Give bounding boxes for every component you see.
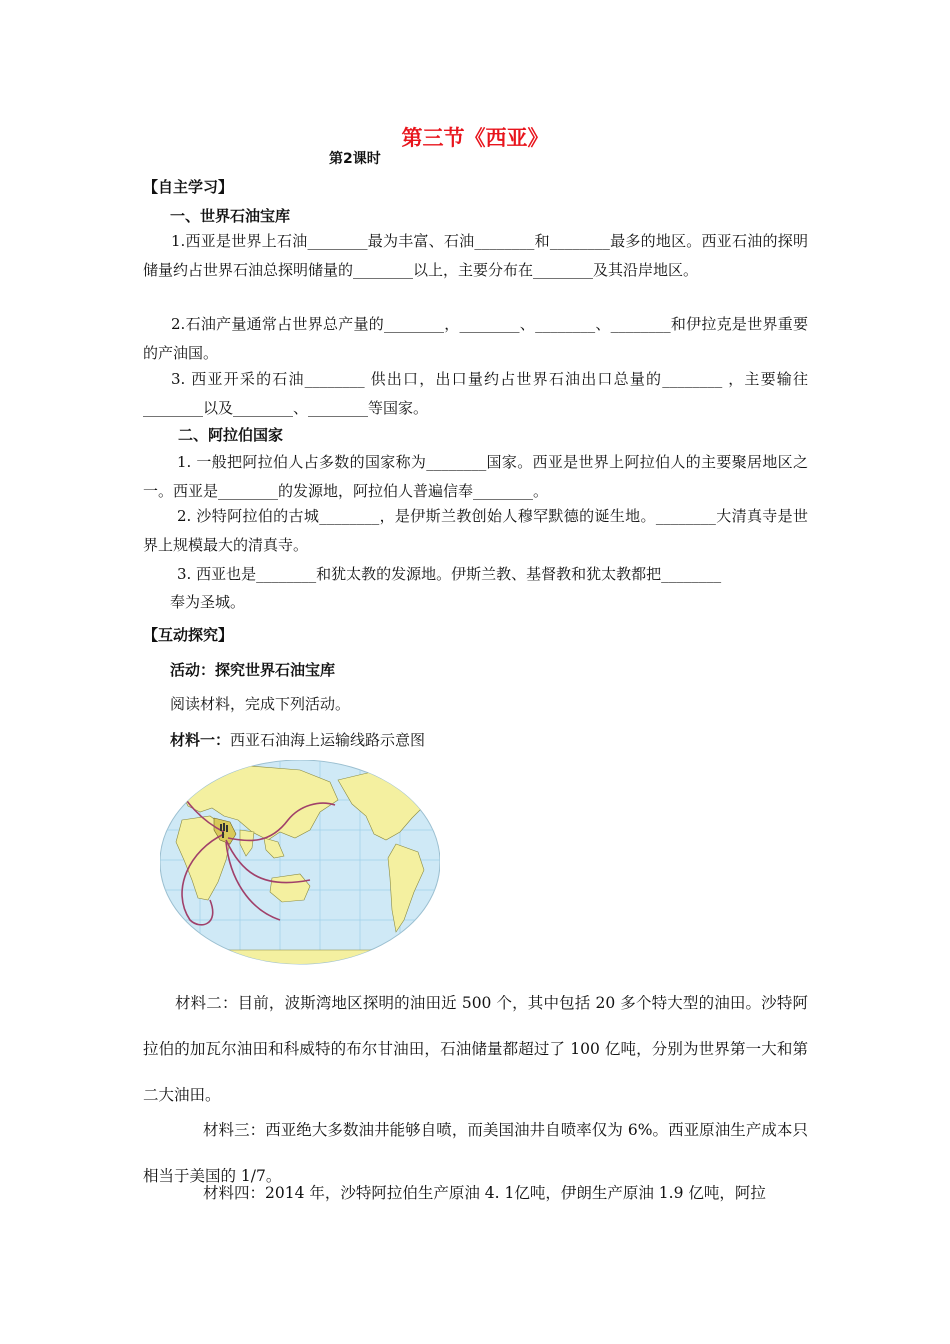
world-oil-route-map — [160, 760, 440, 965]
material-1-label: 材料一： — [170, 731, 231, 749]
material-2: 材料二：目前，波斯湾地区探明的油田近 500 个，其中包括 20 多个特大型的油田。沙特阿拉伯的加瓦尔油田和科威特的布尔甘油田，石油储量都超过了 100 亿吨，分别为世界第一大和第二大油田。 — [143, 994, 808, 1104]
arab-question-1: 1. 一般把阿拉伯人占多数的国家称为________国家。西亚是世界上阿拉伯人的主要聚居地区之一。西亚是________的发源地，阿拉伯人普遍信奉________。 — [143, 453, 808, 500]
activity-title: 活动：探究世界石油宝库 — [170, 661, 336, 679]
oil-question-1: 1.西亚是世界上石油________最为丰富、石油________和________最多的地区。西亚石油的探明储量约占世界石油总探明储量的________以上，主要分布在________及其沿岸地区。 — [143, 232, 808, 279]
arab-question-3: 3. 西亚也是________和犹太教的发源地。伊斯兰教、基督教和犹太教都把________ — [177, 565, 722, 583]
material-1 — [170, 726, 425, 755]
heading-arab-countries: 二、阿拉伯国家 — [178, 426, 284, 444]
section-self-study: 【自主学习】 — [143, 178, 234, 196]
heading-oil-treasury: 一、世界石油宝库 — [170, 207, 291, 225]
oil-question-2: 2.石油产量通常占世界总产量的________，________、________、________和伊拉克是世界重要的产油国。 — [143, 315, 808, 362]
lesson-subtitle: 第2课时 — [329, 151, 381, 167]
read-instruction: 阅读材料，完成下列活动。 — [170, 695, 351, 713]
page-title: 第三节《西亚》 — [401, 126, 549, 150]
section-interactive: 【互动探究】 — [143, 626, 234, 644]
arab-question-3-cont: 奉为圣城。 — [170, 593, 246, 611]
arab-question-2: 2. 沙特阿拉伯的古城________，是伊斯兰教创始人穆罕默德的诞生地。________大清真寺是世界上规模最大的清真寺。 — [143, 507, 808, 554]
material-4: 材料四：2014 年，沙特阿拉伯生产原油 4. 1亿吨，伊朗生产原油 1.9 亿吨，阿拉 — [203, 1184, 766, 1202]
oil-question-3: 3. 西亚开采的石油________ 供出口，出口量约占世界石油出口总量的________ ，主要输往________以及________、________等国家。 — [143, 370, 808, 417]
world-map-icon — [160, 760, 440, 965]
material-3: 材料三：西亚绝大多数油井能够自喷，而美国油井自喷率仅为 6%。西亚原油生产成本只相当于美国的 1/7。 — [143, 1121, 808, 1185]
material-1-text: 西亚石油海上运输线路示意图 — [230, 731, 426, 749]
